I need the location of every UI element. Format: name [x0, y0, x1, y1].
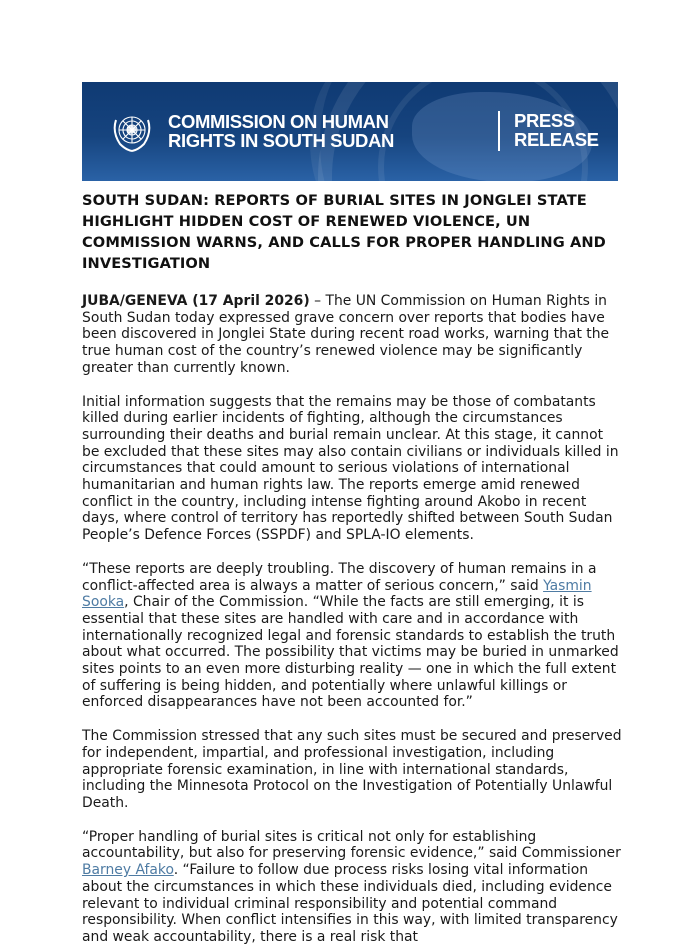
article-title: SOUTH SUDAN: REPORTS OF BURIAL SITES IN JONGLEI STATE HIGHLIGHT HIDDEN COST OF RENEWED VIOLENCE, UN COMMISSION WARNS, AND CALLS FOR PROPER HANDLING AND INVESTIGATION: [82, 192, 606, 272]
paragraph-2: Initial information suggests that the remains may be those of combatants killed during earlier incidents of fighting, although the circumstances surrounding their deaths and burial remain unclear. At this stage, it cannot be excluded that these sites may also contain civilians or individuals killed in circumstances that could amount to serious violations of international humanitarian and human rights law. The reports emerge amid renewed conflict in the country, including intense fighting around Akobo in recent days, where control of territory has reportedly shifted between South Sudan People’s Defence Forces (SSPDF) and SPLA-IO elements.: [82, 393, 619, 544]
quote-text-3: “Proper handling of burial sites is critical not only for establishing accountability, but also for preserving forensic evidence,” said Commissioner: [82, 828, 621, 862]
paragraph-lead: [82, 293, 622, 377]
quote-text-2: , Chair of the Commission. “While the facts are still emerging, it is essential that these sites are handled with care and in accordance with internationally recognized legal and forensic standards to establish the truth about what occurred. The possibility that victims may be buried in unmarked sites points to an even more disturbing reality — one in which the full extent of suffering is being hidden, and potentially where unlawful killings or enforced disappearances have not been accounted for.”: [82, 594, 619, 711]
press-label-line2: RELEASE: [514, 129, 599, 150]
yasmin-sooka-link[interactable]: Yasmin Sooka: [82, 577, 592, 611]
dateline: JUBA/GENEVA (17 April 2026): [82, 293, 310, 309]
barney-afako-link[interactable]: Barney Afako: [82, 862, 174, 879]
press-label-line1: PRESS: [514, 110, 575, 131]
paragraph-3: [82, 561, 622, 711]
paragraph-4: The Commission stressed that any such sites must be secured and preserved for independent, impartial, and professional investigation, including appropriate forensic examination, in line with international standards, including the Minnesota Protocol on the Investigation of Potentially Unlawful Death.: [82, 728, 622, 811]
article-body: [82, 190, 622, 946]
un-emblem-icon: [108, 110, 156, 154]
organization-name: [168, 112, 394, 150]
banner-divider: [498, 111, 500, 151]
quote-text-1: “These reports are deeply troubling. The discovery of human remains in a conflict-affected area is always a matter of serious concern,” said: [82, 560, 597, 594]
org-name-line2: RIGHTS IN SOUTH SUDAN: [168, 130, 394, 151]
paragraph-5: [82, 829, 622, 946]
quote-text-4: . “Failure to follow due process risks losing vital information about the circumstances in which these individuals died, including evidence relevant to individual criminal responsibility and potential command responsibility. When conflict intensifies in this way, with limited transparency and weak accountability, there is a real risk that: [82, 862, 618, 945]
org-name-line1: COMMISSION ON HUMAN: [168, 111, 389, 132]
press-release-label: [514, 111, 599, 149]
lead-text: – The UN Commission on Human Rights in South Sudan today expressed grave concern over reports that bodies have been discovered in Jonglei State during recent road works, warning that the true human cost of the country’s renewed violence may be significantly greater than currently known.: [82, 293, 610, 376]
